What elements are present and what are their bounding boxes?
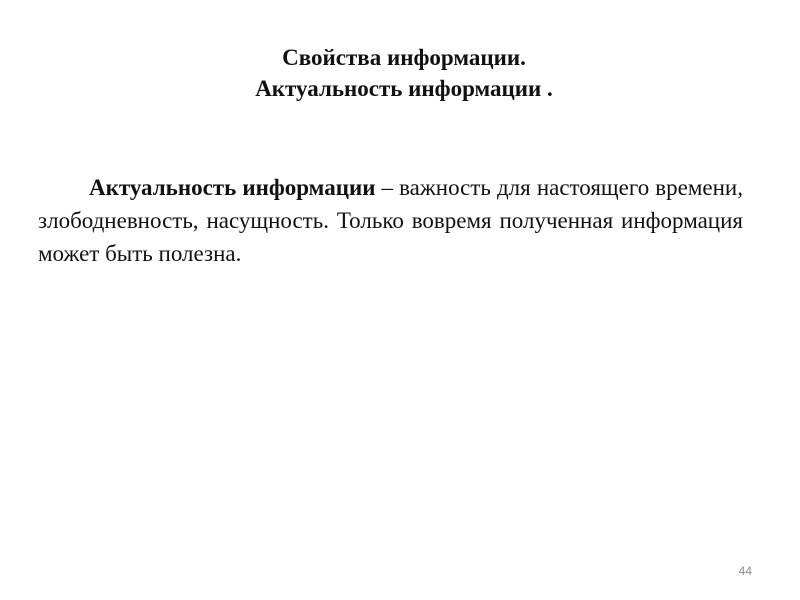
definition-text: – важность для настоящего времени, злободневность, насущность. Только вовремя полученная информация может быть полезна.: [38, 175, 743, 266]
page-number: 44: [738, 564, 752, 578]
definition-paragraph: [38, 171, 743, 270]
slide-title: [0, 42, 800, 104]
title-line-1: Свойства информации.: [282, 45, 526, 70]
defined-term: Актуальность информации: [89, 175, 376, 200]
title-line-2: Актуальность информации .: [255, 76, 553, 101]
